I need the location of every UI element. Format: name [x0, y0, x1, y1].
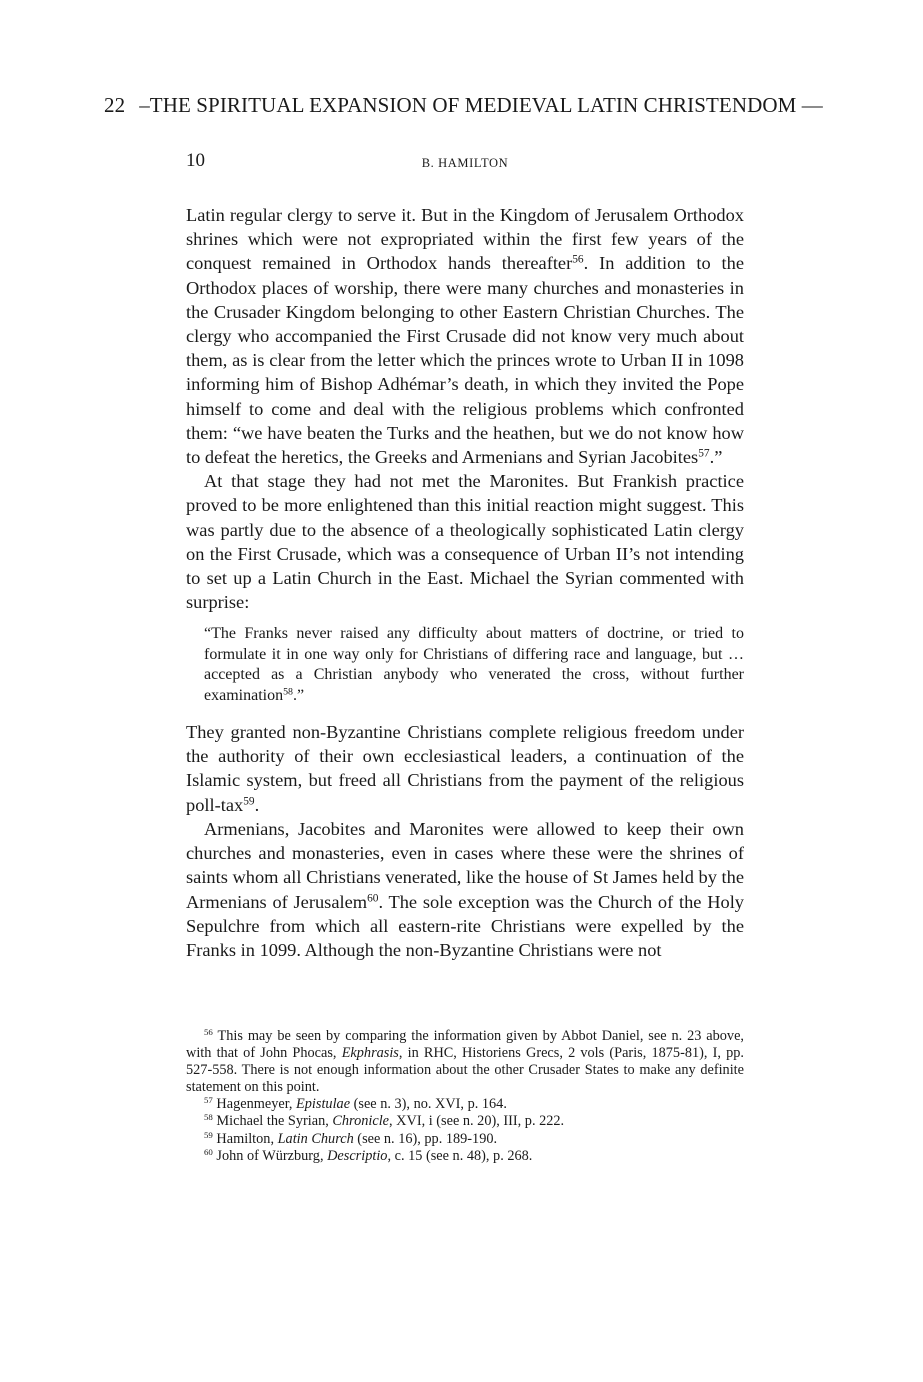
footnote-ref-58: 58 [283, 686, 293, 698]
footnote-italic-title: Latin Church [277, 1130, 354, 1147]
paragraph-1-text-a: Latin regular clergy to serve it. But in the Kingdom of Jerusalem Orthodox shrines which were not expropriated within the first few years of the conquest remained in Orthodox hands thereafter [186, 205, 744, 274]
footnote-text: Hagenmeyer, [212, 1096, 297, 1113]
body-text [186, 203, 744, 962]
footnote-number: 59 [204, 1129, 213, 1140]
footnote-italic-title: Ekphrasis [341, 1045, 399, 1062]
footnote-text: Michael the Syrian, [212, 1113, 333, 1130]
footnote-text: John of Würzburg, [212, 1147, 328, 1164]
running-head-title: –THE SPIRITUAL EXPANSION OF MEDIEVAL LATIN CHRISTENDOM — [139, 93, 823, 117]
inner-page-number: 10 [186, 150, 205, 171]
footnote-text: (see n. 3), no. XVI, p. 164. [350, 1096, 507, 1113]
running-head [104, 93, 824, 118]
footnote-text: , in RHC, Historiens Grecs, 2 vols (Paris, 1875-81), I, pp. 527-558. There is not enough information about the other Crusader States to make any definite statement on this point. [186, 1045, 744, 1096]
footnote-italic-title: Chronicle [332, 1113, 390, 1130]
footnote-ref-59: 59 [243, 795, 255, 808]
paragraph-3-end: . [254, 794, 260, 815]
footnote-number: 60 [204, 1146, 213, 1157]
paragraph-1 [186, 203, 744, 469]
running-head-page-number: 22 [104, 93, 126, 117]
footnote-ref-56: 56 [572, 254, 584, 267]
paragraph-3 [186, 720, 744, 817]
footnotes [186, 1028, 744, 1165]
paragraph-3-text: They granted non-Byzantine Christians complete religious freedom under the authority of their own ecclesiastical leaders, a continuation of the Islamic system, but freed all Christians from the payment of the religious poll-tax [186, 722, 744, 815]
footnote-text: , c. 15 (see n. 48), p. 268. [387, 1147, 533, 1164]
paragraph-4-text-b: . The sole exception was the Church of the Holy Sepulchre from which all eastern-rite Christians were expelled by the Franks in 1099. Although the non-Byzantine Christians were not [186, 891, 744, 960]
footnote-58 [186, 1113, 744, 1130]
footnote-italic-title: Descriptio [327, 1147, 388, 1164]
footnote-59 [186, 1131, 744, 1148]
footnote-number: 57 [204, 1095, 213, 1106]
block-quote-text: “The Franks never raised any difficulty about matters of doctrine, or tried to formulate it in one way only for Christians of differing race and language, but … accepted as a Christian anybody who venerated the cross, without further examination [204, 625, 744, 704]
footnote-ref-60: 60 [367, 892, 379, 905]
footnote-number: 56 [204, 1027, 213, 1038]
footnote-56 [186, 1028, 744, 1096]
inner-page-header [186, 150, 744, 176]
block-quote [204, 624, 744, 706]
paragraph-4 [186, 817, 744, 962]
paragraph-2: At that stage they had not met the Maronites. But Frankish practice proved to be more enlightened than this initial reaction might suggest. This was partly due to the absence of a theologically sophisticated Latin clergy on the First Crusade, which was a consequence of Urban II’s not intending to set up a Latin Church in the East. Michael the Syrian commented with surprise: [186, 471, 744, 613]
footnote-text: , XVI, i (see n. 20), III, p. 222. [389, 1113, 565, 1130]
paragraph-4-text-a: Armenians, Jacobites and Maronites were allowed to keep their own churches and monasteries, even in cases where these were the shrines of saints whom all Christians venerated, like the house of St James held by the Armenians of Jerusalem [186, 818, 744, 912]
paragraph-1-text-b: . In addition to the Orthodox places of worship, there were many churches and monasteries in the Crusader Kingdom belonging to other Eastern Christian Churches. The clergy who accompanied the First Crusade did not know very much about them, as is clear from the letter which the princes wrote to Urban II in 1098 informing him of Bishop Adhémar’s death, in which they invited the Pope himself to come and deal with the religious problems which confronted them: “we have beaten the Turks and the heathen, but we do not know how to defeat the heretics, the Greeks and Armenians and Syrian Jacobites [186, 253, 744, 468]
footnote-number: 58 [204, 1112, 213, 1123]
inner-running-author: B. HAMILTON [421, 156, 509, 170]
footnote-ref-57: 57 [698, 447, 710, 460]
footnote-text: This may be seen by comparing the information given by Abbot Daniel, see n. 23 above, with that of John Phocas, [186, 1028, 744, 1062]
paragraph-1-text-c: .” [709, 447, 723, 468]
footnote-text: (see n. 16), pp. 189-190. [353, 1130, 498, 1147]
footnote-italic-title: Epistulae [296, 1096, 351, 1113]
block-quote-end: .” [293, 686, 305, 704]
footnote-57 [186, 1096, 744, 1113]
footnote-60 [186, 1148, 744, 1165]
footnote-text: Hamilton, [212, 1130, 278, 1147]
